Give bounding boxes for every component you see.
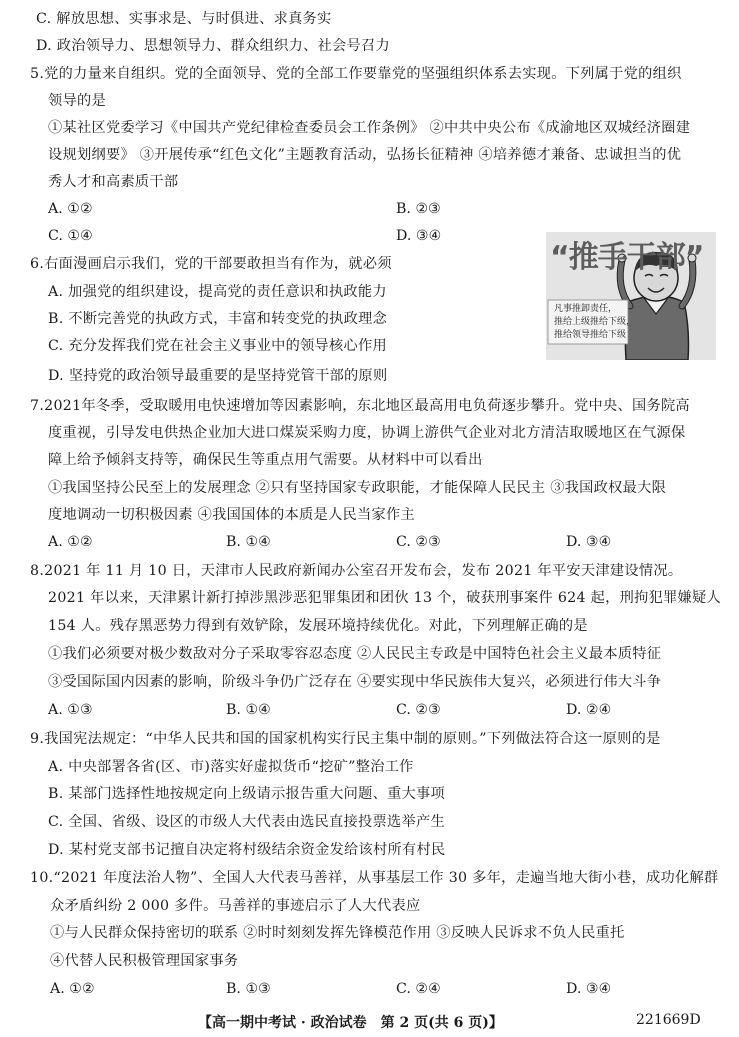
q8-option-b: B. ①④	[226, 702, 271, 718]
q4-option-c: C. 解放思想、实事求是、与时俱进、求真务实	[36, 11, 332, 27]
q5-item-line-2: 设规划纲要》 ③开展传承“红色文化”主题教育活动，弘扬长征精神 ④培养德才兼备、忠诚担当的优	[48, 147, 682, 163]
q7-stem-line-2: 度重视，引导发电供热企业加大进口煤炭采购力度，协调上游供气企业对北方清洁取暖地区在气源保	[48, 425, 686, 441]
q5-stem-line-2: 领导的是	[48, 93, 106, 109]
q10-option-d: D. ③④	[566, 981, 612, 997]
q9-stem: 9.我国宪法规定：“中华人民共和国的国家机构实行民主集中制的原则。”下列做法符合这一原则的是	[30, 731, 661, 747]
q8-stem-line-2: 2021 年以来，天津累计新打掉涉黑涉恶犯罪集团和团伙 13 个，破获刑事案件 624 起，刑拘犯罪嫌疑人	[48, 590, 722, 606]
q10-option-a: A. ①②	[50, 981, 95, 997]
q8-item-line-1: ①我们必须要对极少数敌对分子采取零容忍态度 ②人民民主专政是中国特色社会主义最本质特征	[48, 646, 662, 662]
q7-option-b: B. ①④	[226, 534, 271, 550]
q8-option-c: C. ②③	[396, 702, 441, 718]
cartoon-caption-line-3: 推给领导推给下级	[554, 330, 627, 340]
q5-item-line-1: ①某社区党委学习《中国共产党纪律检查委员会工作条例》 ②中共中央公布《成渝地区双城经济圈建	[48, 120, 691, 136]
q6-option-d: D. 坚持党的政治领导最重要的是坚持党管干部的原则	[48, 368, 388, 384]
q7-option-d: D. ③④	[566, 534, 612, 550]
q7-item-line-2: 度地调动一切积极因素 ④我国国体的本质是人民当家作主	[48, 507, 415, 523]
q8-stem-line-1: 8.2021 年 11 月 10 日，天津市人民政府新闻办公室召开发布会，发布 2021 年平安天津建设情况。	[30, 563, 683, 579]
q6-option-a: A. 加强党的组织建设，提高党的责任意识和执政能力	[48, 284, 387, 300]
q6-option-c: C. 充分发挥我们党在社会主义事业中的领导核心作用	[48, 338, 387, 354]
q5-item-line-3: 秀人才和高素质干部	[48, 174, 179, 190]
cartoon-caption-line-2: 推给上级推给下级，	[554, 317, 636, 327]
q10-option-b: B. ①③	[226, 981, 271, 997]
q9-option-a: A. 中央部署各省(区、市)落实好虚拟货币“挖矿”整治工作	[48, 759, 414, 775]
q9-option-b: B. 某部门选择性地按规定向上级请示报告重大问题、重大事项	[48, 786, 446, 802]
q10-option-c: C. ②④	[396, 981, 441, 997]
q5-option-d: D. ③④	[396, 228, 442, 244]
q8-option-a: A. ①③	[48, 702, 93, 718]
q7-option-c: C. ②③	[396, 534, 441, 550]
q10-item-line-1: ①与人民群众保持密切的联系 ②时时刻刻发挥先锋模范作用 ③反映人民诉求不负人民重托	[50, 925, 625, 941]
q5-option-b: B. ②③	[396, 201, 441, 217]
q6-option-b: B. 不断完善党的执政方式，丰富和转变党的执政理念	[48, 311, 388, 327]
q9-option-d: D. 某村党支部书记擅自决定将村级结余资金发给该村所有村民	[48, 842, 446, 858]
q10-stem-line-2: 众矛盾纠纷 2 000 多件。马善祥的事迹启示了人大代表应	[50, 898, 421, 914]
q7-stem-line-3: 障上给予倾斜支持等，确保民生等重点用气需要。从材料中可以看出	[48, 452, 483, 468]
q8-option-d: D. ②④	[566, 702, 612, 718]
q4-option-d: D. 政治领导力、思想领导力、群众组织力、社会号召力	[36, 38, 391, 54]
q8-item-line-2: ③受国际国内因素的影响，阶级斗争仍广泛存在 ④要实现中华民族伟大复兴，必须进行伟大斗争	[48, 674, 662, 690]
q9-option-c: C. 全国、省级、设区的市级人大代表由选民直接投票选举产生	[48, 814, 445, 830]
q5-option-a: A. ①②	[48, 201, 93, 217]
q6-cartoon	[546, 232, 716, 360]
cartoon-title: “推手干部”	[550, 240, 704, 275]
q7-option-a: A. ①②	[48, 534, 93, 550]
page-footer: 【高一期中考试 · 政治试卷 第 2 页(共 6 页)】	[198, 1015, 503, 1031]
q5-stem-line-1: 5.党的力量来自组织。党的全面领导、党的全部工作要靠党的坚强组织体系去实现。下列属于党的组织	[30, 66, 682, 82]
q7-item-line-1: ①我国坚持公民至上的发展理念 ②只有坚持国家专政职能，才能保障人民民主 ③我国政权最大限	[48, 480, 667, 496]
q7-stem-line-1: 7.2021年冬季，受取暖用电快速增加等因素影响，东北地区最高用电负荷逐步攀升。党中央、国务院高	[30, 398, 690, 414]
q6-stem: 6.右面漫画启示我们，党的干部要敢担当有作为，就必须	[30, 256, 392, 272]
q5-option-c: C. ①④	[48, 228, 93, 244]
exam-code: 221669D	[636, 1012, 701, 1028]
q10-stem-line-1: 10.“2021 年度法治人物”、全国人大代表马善祥，从事基层工作 30 多年，走遍当地大街小巷，成功化解群	[30, 870, 719, 886]
cartoon-caption-line-1: 凡事推卸责任，	[554, 304, 618, 314]
q10-item-line-2: ④代替人民积极管理国家事务	[50, 953, 239, 969]
q8-stem-line-3: 154 人。残存黑恶势力得到有效铲除，发展环境持续优化。对此，下列理解正确的是	[48, 618, 588, 634]
